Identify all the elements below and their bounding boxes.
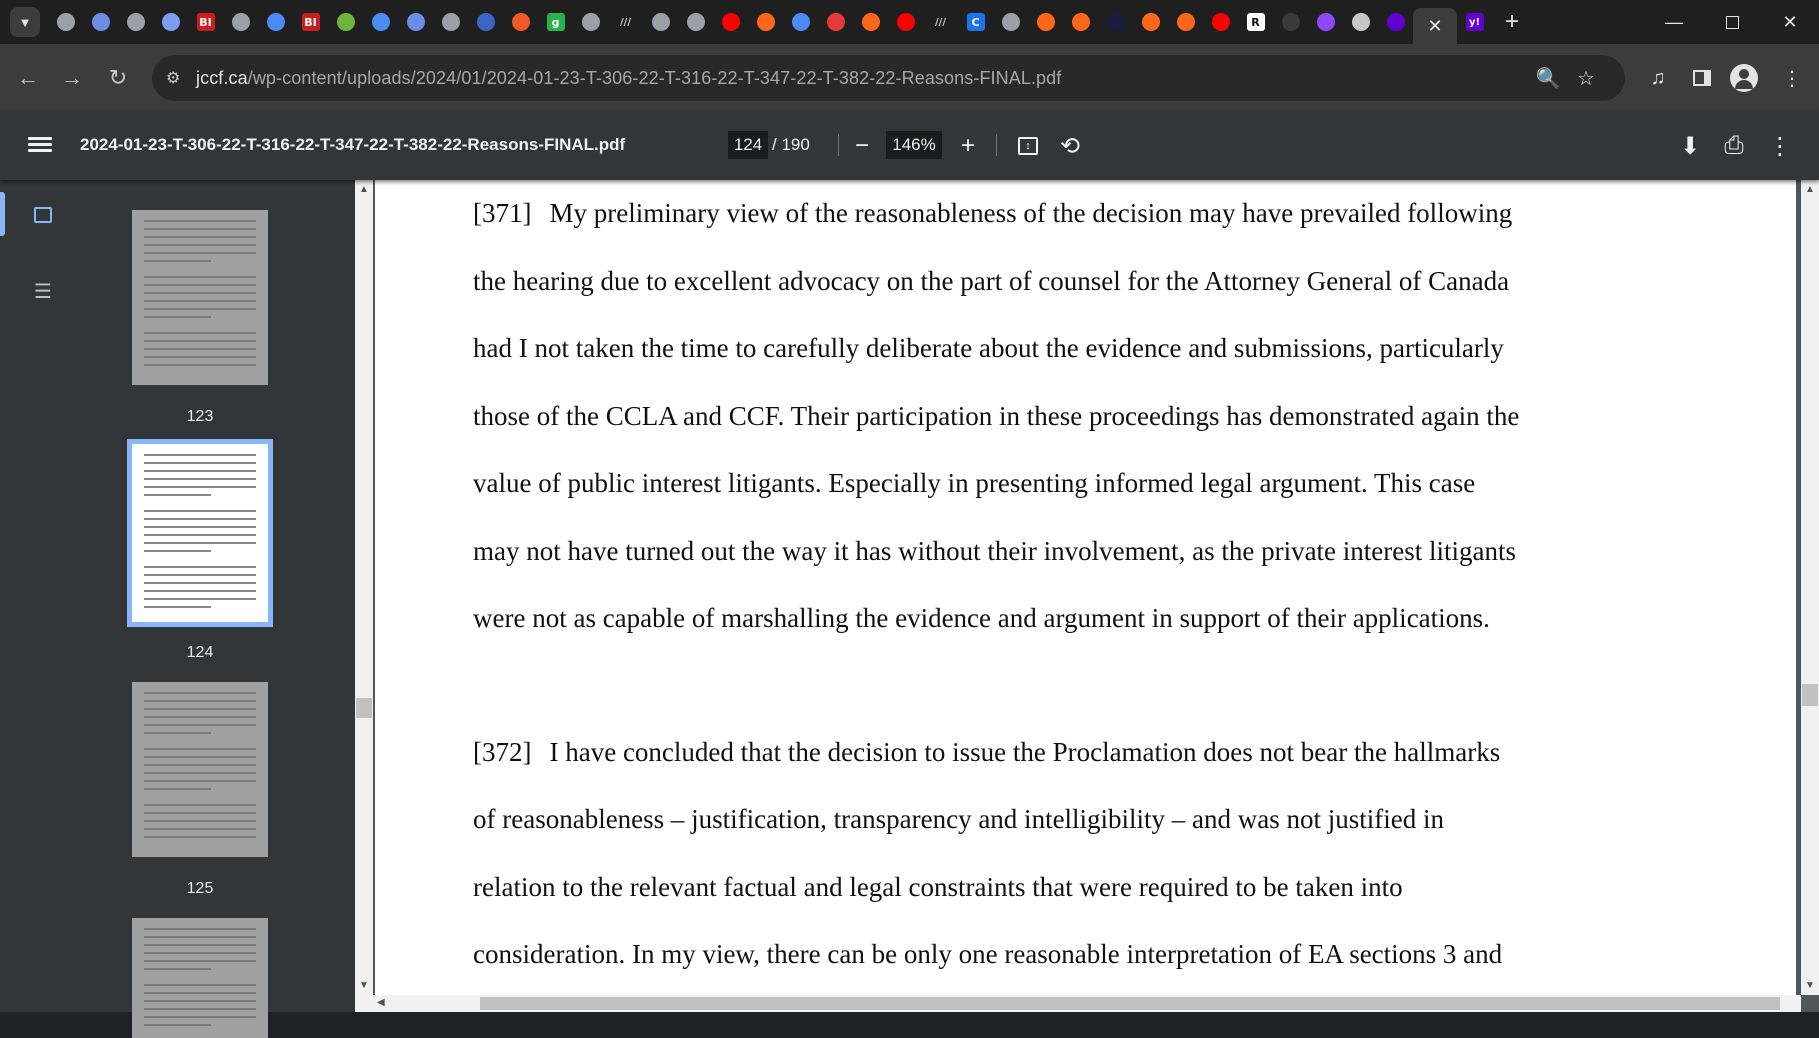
browser-tab[interactable] [1238, 5, 1273, 39]
pdf-page [375, 180, 1796, 995]
browser-tab[interactable] [153, 5, 188, 39]
minimize-button[interactable]: — [1665, 11, 1683, 32]
paragraph-371 [473, 180, 1633, 653]
substack-icon [1142, 13, 1160, 31]
line-text: consideration. In my view, there can be only one reasonable interpretation of EA sections 3 and [473, 939, 1503, 969]
browser-tab[interactable] [468, 5, 503, 39]
thumbnail-page-label: 125 [186, 880, 214, 897]
page-thumbnail[interactable] [132, 210, 268, 385]
profile-avatar[interactable] [1730, 64, 1758, 92]
toolbar-divider [996, 134, 997, 156]
line-text: relation to the relevant factual and legal constraints that were required to be taken into [473, 871, 1403, 902]
printer-icon: ⎙ [1724, 132, 1744, 159]
search-icon [792, 13, 810, 31]
scroll-left-arrow[interactable]: ◀ [377, 997, 385, 1008]
twitch-icon [1317, 13, 1335, 31]
browser-tab[interactable] [643, 5, 678, 39]
text-line [473, 450, 1633, 518]
fit-to-page-icon: ↕ [1018, 137, 1038, 155]
sidebar-active-indicator [0, 192, 5, 236]
thumbnail-sidebar [0, 180, 355, 1012]
reload-icon: ↻ [108, 65, 128, 90]
thumbnail-preview [144, 220, 256, 372]
outline-tab[interactable] [30, 278, 56, 304]
browser-tab[interactable] [538, 5, 573, 39]
back-button[interactable] [12, 62, 44, 94]
thumbnail-page-label: 124 [186, 644, 214, 661]
browser-tab[interactable] [1343, 5, 1378, 39]
sidebar-toggle-menu-icon[interactable] [28, 134, 52, 158]
browser-tab[interactable] [258, 5, 293, 39]
c-icon: C [967, 13, 985, 31]
text-line [473, 180, 1633, 248]
line-text: the hearing due to excellent advocacy on the part of counsel for the Attorney General of Canada [473, 265, 1510, 296]
line-text: My preliminary view of the reasonableness of the decision may have prevailed following [549, 198, 1513, 228]
thumbnail-page-label: 123 [186, 408, 214, 425]
arrow-left-icon: ← [17, 65, 39, 90]
paragraph-372 [473, 719, 1633, 989]
browser-tab[interactable] [748, 5, 783, 39]
tab-search-button[interactable] [10, 7, 40, 37]
tab-strip [0, 0, 1819, 44]
left-scrollbar[interactable] [355, 180, 373, 995]
new-tab-button[interactable]: + [1504, 8, 1519, 35]
line-text: were not as capable of marshalling the evidence and argument in support of their applications. [473, 603, 1490, 633]
zoom-in-button[interactable] [954, 132, 982, 160]
pdf-filename: 2024-01-23-T-306-22-T-316-22-T-347-22-T-382-22-Reasons-FINAL.pdf [80, 135, 626, 154]
text-line [473, 248, 1633, 316]
paw-icon [1282, 13, 1300, 31]
url-host: jccf.ca [196, 68, 248, 88]
scroll-up-arrow[interactable]: ▲ [1805, 184, 1815, 195]
text-line [473, 585, 1633, 653]
browser-tab[interactable] [328, 5, 363, 39]
page-thumbnail[interactable] [132, 918, 268, 1038]
list-icon: ☰ [34, 280, 52, 303]
text-line [473, 518, 1633, 586]
scroll-down-arrow[interactable]: ▼ [1805, 980, 1815, 991]
shield-icon [407, 13, 425, 31]
pin-icon [827, 13, 845, 31]
site-info-icon[interactable]: ⚙ [166, 70, 181, 87]
browser-tab[interactable] [853, 5, 888, 39]
search-icon [372, 13, 390, 31]
plus-icon: + [960, 132, 975, 159]
browser-tab[interactable] [503, 5, 538, 39]
browser-tab[interactable] [1098, 5, 1133, 39]
page-thumbnail[interactable] [132, 444, 268, 622]
wire-icon: /// [935, 16, 946, 28]
line-text: of reasonableness – justification, transparency and intelligibility – and was not justified in [473, 804, 1445, 834]
browser-tab[interactable] [1063, 5, 1098, 39]
page-thumbnail[interactable] [132, 682, 268, 857]
flag-icon [162, 13, 180, 31]
paragraph-number: [371] [473, 198, 532, 228]
download-button[interactable] [1676, 132, 1704, 160]
more-vert-icon: ⋮ [1768, 132, 1792, 160]
cube-icon [477, 13, 495, 31]
page-total: / 190 [772, 135, 810, 154]
search-icon [267, 13, 285, 31]
browser-tab[interactable] [223, 5, 258, 39]
left-scrollbar-thumb[interactable] [356, 698, 372, 718]
tab-list [48, 0, 1413, 44]
thumbnails-tab[interactable] [30, 202, 56, 228]
text-line [473, 719, 1633, 787]
forward-button[interactable] [56, 62, 88, 94]
browser-toolbar [0, 44, 1819, 112]
scroll-down-arrow[interactable]: ▼ [359, 980, 369, 991]
arrow-right-icon: → [61, 65, 83, 90]
brave-icon [512, 13, 530, 31]
browser-tab[interactable] [608, 5, 643, 39]
substack-icon [1177, 13, 1195, 31]
print-button[interactable] [1720, 132, 1748, 160]
rotate-button[interactable] [1056, 132, 1084, 160]
sidebar-tabs [0, 180, 86, 1012]
toolbar-divider [838, 134, 839, 156]
history-icon [1352, 13, 1370, 31]
zoom-input[interactable]: 146% [886, 131, 942, 159]
zoom-out-button[interactable] [848, 132, 876, 160]
browser-tab[interactable] [1308, 5, 1343, 39]
substack-icon [1037, 13, 1055, 31]
text-line [473, 854, 1633, 922]
browser-tab[interactable] [678, 5, 713, 39]
youtube-icon [722, 13, 740, 31]
media-controls-icon[interactable]: ♫ [1650, 66, 1666, 89]
paragraph-number: [372] [473, 736, 532, 767]
bookmark-star-icon[interactable]: ☆ [1577, 67, 1595, 90]
browser-tab[interactable] [1378, 5, 1413, 39]
globe-icon [582, 13, 600, 31]
bi-icon: BI [302, 13, 320, 31]
browser-tab[interactable] [783, 5, 818, 39]
substack-icon [757, 13, 775, 31]
browser-tab[interactable] [1028, 5, 1063, 39]
thumbnail-preview [144, 928, 256, 1032]
zoom-icon[interactable]: 🔍 [1535, 67, 1561, 90]
browser-tab[interactable] [83, 5, 118, 39]
browser-menu-icon[interactable]: ⋮ [1782, 67, 1802, 90]
maximize-button[interactable] [1703, 0, 1761, 44]
browser-tab[interactable] [1203, 5, 1238, 39]
scroll-up-arrow[interactable]: ▲ [359, 184, 369, 195]
browser-tab[interactable] [1273, 5, 1308, 39]
image-icon [34, 207, 52, 223]
text-line [473, 315, 1633, 383]
browser-tab[interactable] [433, 5, 468, 39]
youtube-icon [1212, 13, 1230, 31]
browser-tab[interactable] [188, 5, 223, 39]
browser-tab[interactable] [48, 5, 83, 39]
vertical-scrollbar[interactable] [1801, 180, 1819, 995]
url-path: /wp-content/uploads/2024/01/2024-01-23-T-306-22-T-316-22-T-347-22-T-382-22-Reasons-FINAL.pdf [247, 68, 1062, 88]
play-icon [337, 13, 355, 31]
rotate-icon: ⟲ [1059, 132, 1081, 160]
yahoo-icon: y! [1466, 13, 1484, 31]
line-text: had I not taken the time to carefully deliberate about the evidence and submissions, particularly [473, 333, 1504, 363]
substack-icon [1072, 13, 1090, 31]
document-viewer[interactable] [355, 180, 1819, 1012]
text-line [473, 786, 1633, 854]
line-text: those of the CCLA and CCF. Their participation in these proceedings has demonstrated again the [473, 400, 1520, 431]
text-line [473, 921, 1633, 989]
browser-tab[interactable] [293, 5, 328, 39]
text-line [473, 383, 1633, 451]
url-text[interactable] [196, 68, 1061, 89]
wire-icon: /// [620, 16, 631, 28]
globe-icon [57, 13, 75, 31]
pdf-more-options-button[interactable] [1766, 132, 1794, 160]
page-number-input[interactable]: 124 [728, 131, 768, 159]
browser-tab[interactable] [573, 5, 608, 39]
chevron-down-icon: ▼ [18, 14, 32, 30]
horizontal-scrollbar[interactable] [355, 995, 1801, 1012]
globe-icon [652, 13, 670, 31]
g-icon: g [547, 13, 565, 31]
globe-icon [232, 13, 250, 31]
slash-icon [1107, 13, 1125, 31]
bi-icon: BI [197, 13, 215, 31]
line-text: may not have turned out the way it has without their involvement, as the private interest litigants [473, 535, 1517, 566]
browser-tab[interactable] [993, 5, 1028, 39]
active-tab[interactable] [1413, 8, 1457, 44]
substack-icon [862, 13, 880, 31]
reload-button[interactable] [102, 62, 134, 94]
close-tab-icon[interactable]: ✕ [1427, 15, 1443, 36]
globe-icon [1002, 13, 1020, 31]
tab-yahoo[interactable] [1457, 5, 1492, 39]
browser-tab[interactable] [398, 5, 433, 39]
browser-tab[interactable] [1133, 5, 1168, 39]
browser-tab[interactable] [888, 5, 923, 39]
close-window-button[interactable]: ✕ [1782, 11, 1798, 32]
globe-icon [127, 13, 145, 31]
line-text: I have concluded that the decision to issue the Proclamation does not bear the hallmarks [549, 736, 1501, 767]
fit-page-button[interactable] [1014, 132, 1042, 160]
vertical-scrollbar-thumb[interactable] [1802, 684, 1818, 706]
side-panel-icon[interactable] [1686, 62, 1718, 94]
thumbnail-preview [144, 454, 256, 614]
page-text [473, 180, 1633, 989]
r-icon: R [1247, 13, 1265, 31]
address-bar[interactable] [152, 55, 1625, 101]
yahoo-tab-icon [1387, 13, 1405, 31]
browser-tab[interactable] [118, 5, 153, 39]
download-icon: ⬇ [1679, 132, 1701, 160]
youtube-icon [897, 13, 915, 31]
browser-tab[interactable] [363, 5, 398, 39]
browser-tab[interactable] [1168, 5, 1203, 39]
shield-icon [92, 13, 110, 31]
browser-tab[interactable] [713, 5, 748, 39]
line-text: value of public interest litigants. Especially in presenting informed legal argument. This case [473, 468, 1476, 498]
browser-tab[interactable] [818, 5, 853, 39]
browser-tab[interactable] [923, 5, 958, 39]
browser-tab[interactable] [958, 5, 993, 39]
minus-icon: − [854, 132, 869, 159]
globe-icon [687, 13, 705, 31]
thumbnail-preview [144, 692, 256, 844]
horizontal-scrollbar-thumb[interactable] [480, 997, 1780, 1010]
pdf-toolbar [0, 112, 1819, 180]
globe-icon [442, 13, 460, 31]
